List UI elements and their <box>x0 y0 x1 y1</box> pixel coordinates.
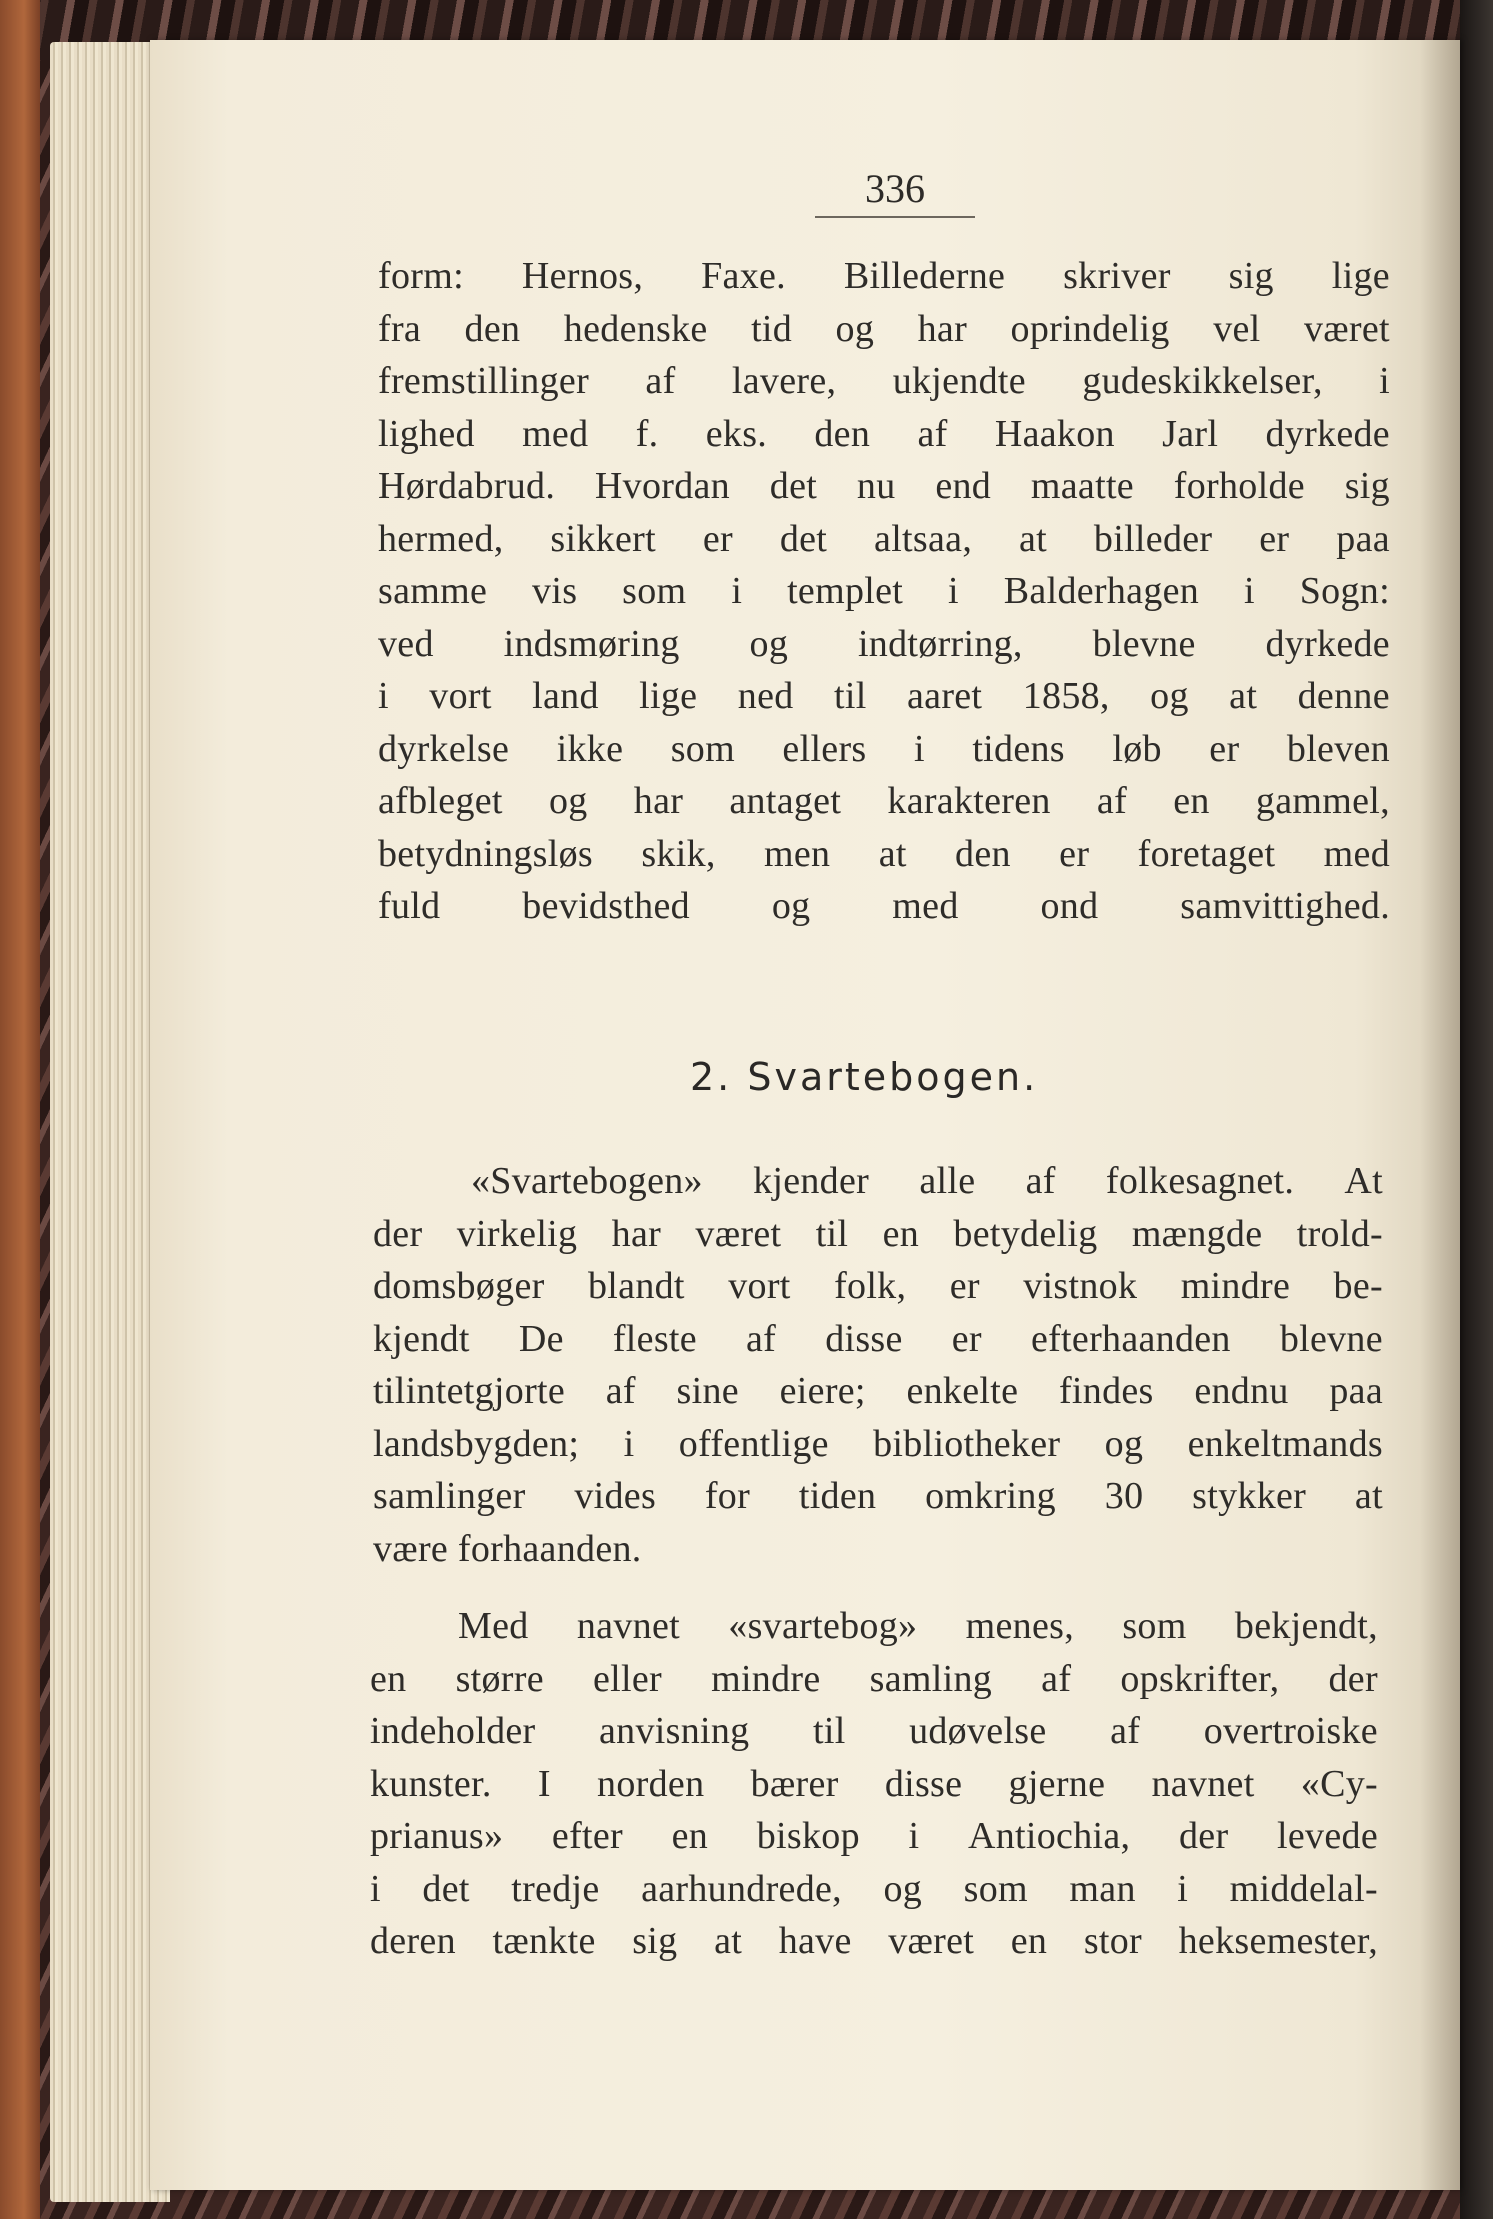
text-line: fremstillinger af lavere, ukjendte gudeskikkelser, i <box>378 360 1390 402</box>
text-line: i vort land lige ned til aaret 1858, og at denne <box>378 675 1390 717</box>
text-line: være forhaanden. <box>373 1527 642 1570</box>
text-line: dyrkelse ikke som ellers i tidens løb er bleven <box>378 727 1390 770</box>
paragraph-2 <box>373 1155 1383 1575</box>
text-line: lighed med f. eks. den af Haakon Jarl dyrkede <box>378 412 1390 455</box>
text-line: betydningsløs skik, men at den er foretaget med <box>378 832 1390 875</box>
paragraph-1 <box>378 250 1390 933</box>
text-line: afbleget og har antaget karakteren af en gammel, <box>378 780 1390 822</box>
text-line: en større eller mindre samling af opskrifter, der <box>370 1657 1378 1700</box>
text-line: fuld bevidsthed og med ond samvittighed. <box>378 885 1390 927</box>
text-line: indeholder anvisning til udøvelse af overtroiske <box>370 1710 1378 1752</box>
text-line: samlinger vides for tiden omkring 30 stykker at <box>373 1475 1383 1517</box>
text-line: prianus» efter en biskop i Antiochia, der levede <box>370 1815 1378 1857</box>
text-line: kjendt De fleste af disse er efterhaanden blevne <box>373 1317 1383 1360</box>
section-heading: 2. Svartebogen. <box>690 1055 1039 1099</box>
text-line: hermed, sikkert er det altsaa, at billeder er paa <box>378 517 1390 560</box>
right-background <box>1460 0 1493 2219</box>
text-line: deren tænkte sig at have været en stor heksemester, <box>370 1920 1378 1962</box>
page-gutter-shade <box>1420 40 1460 2190</box>
text-line: kunster. I norden bærer disse gjerne navnet «Cy- <box>370 1762 1378 1805</box>
text-line: samme vis som i templet i Balderhagen i Sogn: <box>378 570 1390 612</box>
text-line: der virkelig har været til en betydelig mængde trold- <box>373 1212 1383 1255</box>
text-line: ved indsmøring og indtørring, blevne dyrkede <box>378 622 1390 665</box>
text-line: Hørdabrud. Hvordan det nu end maatte forholde sig <box>378 465 1390 507</box>
text-line: «Svartebogen» kjender alle af folkesagnet. At <box>471 1160 1383 1202</box>
text-line: form: Hernos, Faxe. Billederne skriver sig lige <box>378 255 1390 297</box>
text-line: domsbøger blandt vort folk, er vistnok mindre be- <box>373 1265 1383 1307</box>
text-line: fra den hedenske tid og har oprindelig vel været <box>378 307 1390 350</box>
text-line: Med navnet «svartebog» menes, som bekjendt, <box>458 1605 1378 1647</box>
page-number: 336 <box>815 165 975 218</box>
book-spine-edge <box>0 0 40 2219</box>
paragraph-3 <box>370 1600 1378 1968</box>
text-line: tilintetgjorte af sine eiere; enkelte findes endnu paa <box>373 1370 1383 1412</box>
text-line: i det tredje aarhundrede, og som man i middelal- <box>370 1867 1378 1910</box>
text-line: landsbygden; i offentlige bibliotheker og enkeltmands <box>373 1422 1383 1465</box>
